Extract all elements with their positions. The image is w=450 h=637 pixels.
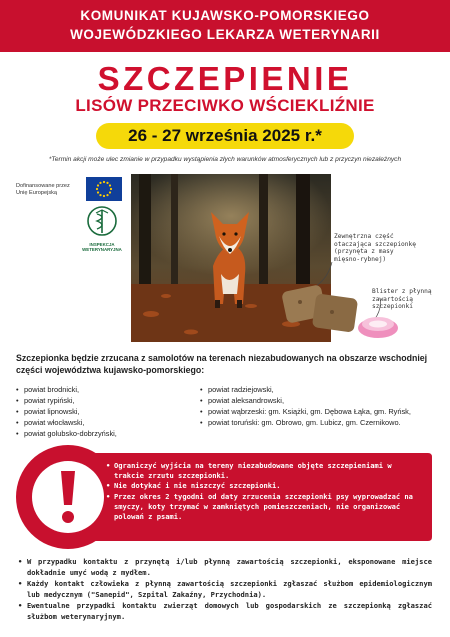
caduceus-icon bbox=[82, 205, 122, 239]
list-item: • Ograniczyć wyjścia na tereny niezabudowane objęte szczepieniami w trakcie zrzutu szczepionki. bbox=[106, 461, 424, 481]
list-item: • Przez okres 2 tygodni od daty zrzucenia szczepionki psy wyprowadzać na smyczy, koty trzymać w zamkniętych pomieszczeniach, nie organizować polowań z psami. bbox=[106, 492, 424, 523]
outer-bait-annotation: Zewnętrzna część otaczająca szczepionkę (przynęta z masy mięsno-rybnej) bbox=[334, 233, 416, 263]
page-subtitle: LISÓW PRZECIWKO WŚCIEKLIŹNIE bbox=[75, 96, 375, 115]
vaccine-bait-illustration bbox=[270, 258, 440, 348]
contact-instructions bbox=[18, 557, 432, 623]
warning-list bbox=[106, 461, 424, 522]
list-item: • powiat rypiński, bbox=[16, 395, 196, 406]
list-item: • powiat aleksandrowski, bbox=[200, 395, 445, 406]
list-item: • Każdy kontakt człowieka z płynną zawartością szczepionki zgłaszać służbom epidemiologicznym lub medycznym ("Sanepid", Szpital Zakaźny, Przychodnia). bbox=[18, 579, 432, 600]
header-banner bbox=[0, 0, 450, 52]
list-item: • Ewentualne przypadki kontaktu zwierząt domowych lub gospodarskich ze szczepionką zgłaszać służbom weterynaryjnym. bbox=[18, 601, 432, 622]
header-line-1: KOMUNIKAT KUJAWSKO-POMORSKIEGO bbox=[80, 8, 370, 23]
district-list-right bbox=[200, 384, 445, 428]
list-item: • Nie dotykać i nie niszczyć szczepionki. bbox=[106, 481, 424, 491]
list-item: • powiat toruński: gm. Obrowo, gm. Lubicz, gm. Czernikowo. bbox=[200, 417, 445, 428]
blister-annotation: Blister z płynną zawartością szczepionki bbox=[372, 288, 432, 311]
inspection-label: INSPEKCJA WETERYNARYJNA bbox=[82, 242, 122, 252]
date-footnote: *Termin akcji może ulec zmianie w przypadku wystąpienia złych warunków atmosferycznych lub z przyczyn niezależnych bbox=[48, 156, 402, 163]
date-badge: 26 - 27 września 2025 r.* bbox=[96, 123, 354, 149]
page-title: SZCZEPIENIE bbox=[97, 60, 353, 97]
header-line-2: WOJEWÓDZKIEGO LEKARZA WETERYNARII bbox=[70, 27, 380, 42]
list-item: • powiat golubsko-dobrzyński, bbox=[16, 428, 196, 439]
list-item: • powiat radziejowski, bbox=[200, 384, 445, 395]
eu-funding-text: Dofinansowane przez Unię Europejską bbox=[16, 183, 70, 196]
list-item: • powiat wąbrzeski: gm. Książki, gm. Dębowa Łąka, gm. Ryńsk, bbox=[200, 406, 445, 417]
list-item: • W przypadku kontaktu z przynętą i/lub płynną zawartością szczepionki, eksponowane miejsce dokładnie umyć wodą z mydłem. bbox=[18, 557, 432, 578]
list-item: • powiat włocławski, bbox=[16, 417, 196, 428]
drop-area-intro: Szczepionka będzie zrzucana z samolotów na terenach niezabudowanych na obszarze wschodniej części województwa kujawsko-pomorskiego: bbox=[16, 353, 428, 375]
list-item: • powiat lipnowski, bbox=[16, 406, 196, 417]
eu-flag-icon bbox=[86, 177, 122, 201]
exclamation-icon bbox=[48, 467, 88, 527]
district-list-left bbox=[16, 384, 196, 439]
list-item: • powiat brodnicki, bbox=[16, 384, 196, 395]
